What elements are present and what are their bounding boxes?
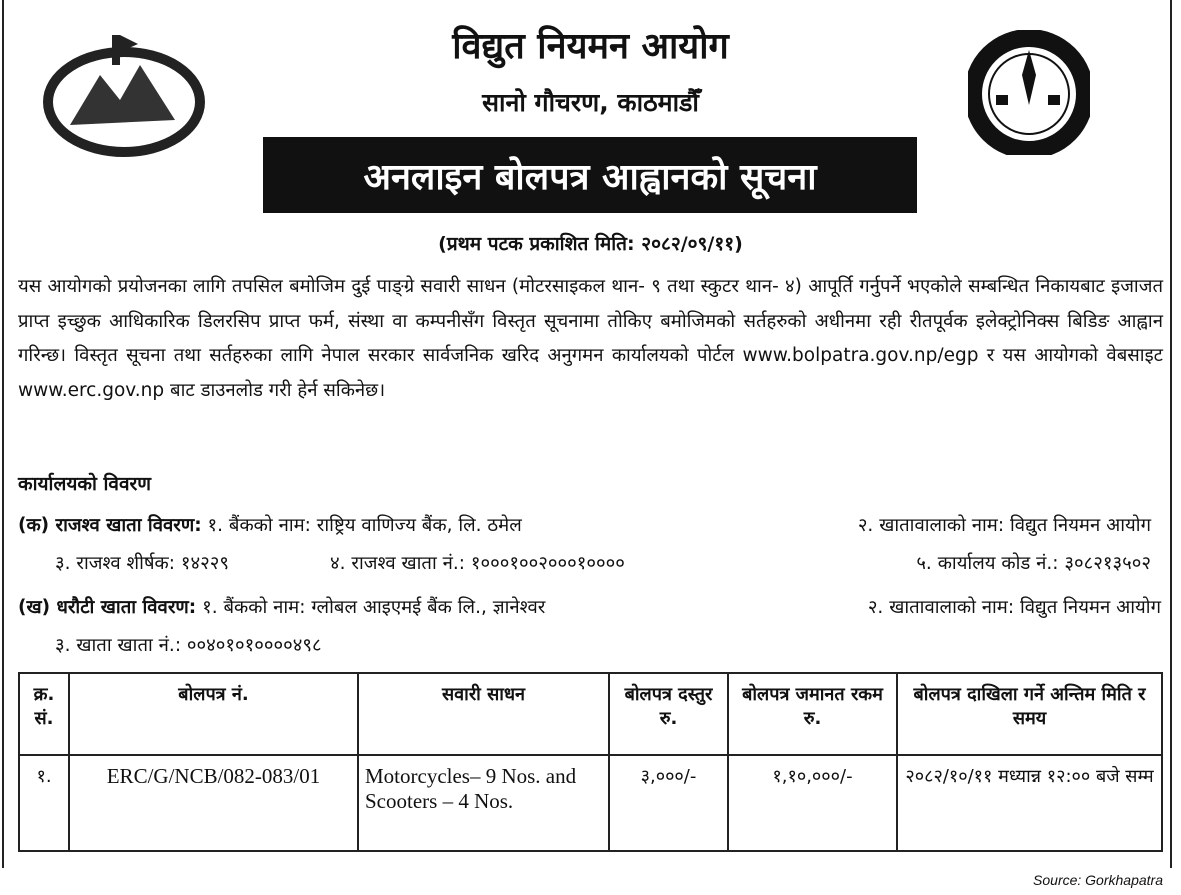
- cell-vehicle: Motorcycles– 9 Nos. and Scooters – 4 Nos.: [358, 755, 609, 851]
- table-header-row: [19, 673, 1162, 755]
- org-address: सानो गौचरण, काठमाडौँ: [482, 88, 699, 117]
- revenue-bank: १. बैंकको नाम: राष्ट्रिय वाणिज्य बैंक, लि. ठमेल: [207, 515, 522, 536]
- col-fee: बोलपत्र दस्तुर रु.: [609, 673, 728, 755]
- notice-banner: अनलाइन बोलपत्र आह्वानको सूचना: [263, 137, 917, 213]
- deposit-account: ३. खाता खाता नं.: ००४०१०१००००४९८: [55, 635, 322, 656]
- revenue-label: (क) राजश्व खाता विवरण:: [18, 515, 202, 536]
- deposit-bank: १. बैंकको नाम: ग्लोबल आइएमई बैंक लि., ज्ञानेश्वर: [202, 597, 546, 618]
- deposit-holder: २. खातावालाको नाम: विद्युत नियमन आयोग: [867, 597, 1161, 618]
- col-bid-no: बोलपत्र नं.: [69, 673, 358, 755]
- revenue-head: ३. राजश्व शीर्षक: १४२२९: [55, 553, 229, 574]
- bid-table: [18, 672, 1163, 852]
- revenue-account: ४. राजश्व खाता नं.: १०००१००२०००१००००: [330, 553, 625, 574]
- cell-sn: १.: [19, 755, 69, 851]
- col-deadline: बोलपत्र दाखिला गर्ने अन्तिम मिति र समय: [897, 673, 1162, 755]
- deposit-label: (ख) धरौटी खाता विवरण:: [18, 597, 197, 618]
- cell-security: १,१०,०००/-: [728, 755, 897, 851]
- notice-body: यस आयोगको प्रयोजनका लागि तपसिल बमोजिम दुई पाङ्ग्रे सवारी साधन (मोटरसाइकल थान- ९ तथा स्कुटर थान- ४) आपूर्ति गर्नुपर्ने भएकोले सम्बन्धित निकायबाट इजाजत प्राप्त इच्छुक आधिकारिक डिलरसिप प्राप्त फर्म, संस्था वा कम्पनीसँग विस्तृत सूचनामा तोकिए बमोजिमको सर्तहरुको अधीनमा रही रीतपूर्वक इलेक्ट्रोनिक्स बिडिङ आह्वान गरिन्छ। विस्तृत सूचना तथा सर्तहरुका लागि नेपाल सरकार सार्वजनिक खरिद अनुगमन कार्यालयको पोर्टल www.bolpatra.gov.np/egp र यस आयोगको वेबसाइट www.erc.gov.np बाट डाउनलोड गरी हेर्न सकिनेछ।: [18, 276, 1163, 401]
- table-row: [19, 755, 1162, 851]
- published-date: (प्रथम पटक प्रकाशित मिति: २०८२/०९/११): [438, 233, 743, 255]
- cell-fee: ३,०००/-: [609, 755, 728, 851]
- cell-bid-no: ERC/G/NCB/082-083/01: [69, 755, 358, 851]
- office-code: ५. कार्यालय कोड नं.: ३०८२१३५०२: [916, 553, 1151, 574]
- org-title: विद्युत नियमन आयोग: [452, 26, 729, 67]
- office-heading: कार्यालयको विवरण: [18, 473, 152, 495]
- source-credit: Source: Gorkhapatra: [1033, 872, 1163, 888]
- col-security: बोलपत्र जमानत रकम रु.: [728, 673, 897, 755]
- cell-deadline: २०८२/१०/११ मध्यान्न १२:०० बजे सम्म: [897, 755, 1162, 851]
- col-sn: क्र. सं.: [19, 673, 69, 755]
- revenue-holder: २. खातावालाको नाम: विद्युत नियमन आयोग: [857, 515, 1151, 536]
- col-vehicle: सवारी साधन: [358, 673, 609, 755]
